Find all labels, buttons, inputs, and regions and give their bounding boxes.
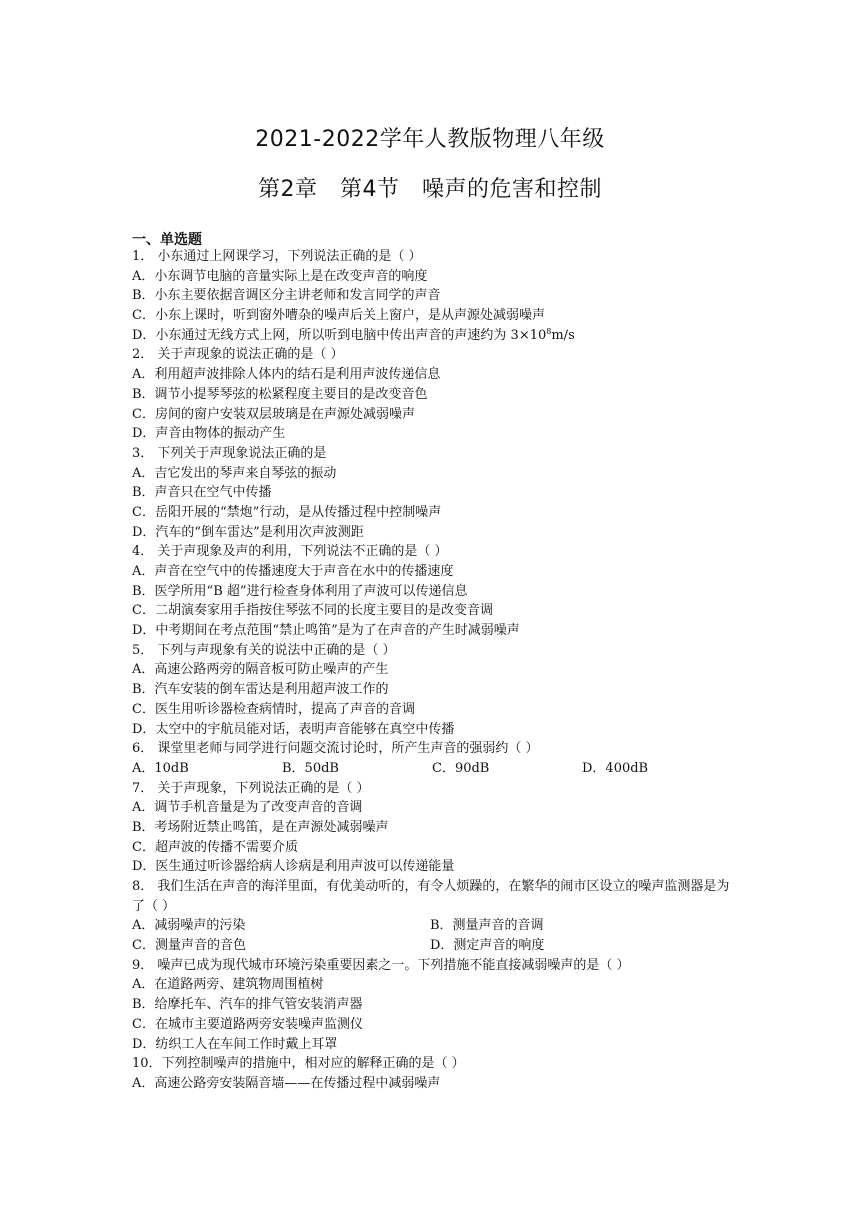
option-c: C．90dB [432,760,490,776]
option-d: D．纺织工人在车间工作时戴上耳罩 [132,1036,338,1052]
question-stem: 4． 关于声现象及声的利用，下列说法不正确的是（ ） [132,544,448,560]
option-c: C．房间的窗户安装双层玻璃是在声源处减弱噪声 [132,406,415,422]
option-a: A．高速公路旁安装隔音墙——在传播过程中减弱噪声 [132,1075,441,1091]
option-c: C．测量声音的音色 [132,938,246,954]
option-d: D．测定声音的响度 [430,938,545,954]
option-b: B．汽车安装的倒车雷达是利用超声波工作的 [132,682,389,698]
option-a: A．调节手机音量是为了改变声音的音调 [132,800,363,816]
exponent: 8 [546,326,552,336]
question-stem: 3． 下列关于声现象说法正确的是 [132,445,327,461]
option-d-text: D．小东通过无线方式上网，所以听到电脑中传出声音的声速约为 3×10 [132,327,547,343]
section-heading: 一、单选题 [132,232,202,248]
options-row [132,916,732,936]
document-title: 2021-2022学年人教版物理八年级 [255,127,605,152]
question-list [132,247,732,1094]
option-b: B．声音只在空气中传播 [132,485,272,501]
question-stem: 9． 噪声已成为现代城市环境污染重要因素之一。下列措施不能直接减弱噪声的是（ ） [132,957,630,973]
option-d: D．医生通过听诊器给病人诊病是利用声波可以传递能量 [132,859,455,875]
option-a: A．在道路两旁、建筑物周围植树 [132,977,324,993]
option-a: A．10dB [132,760,189,776]
option-a: A．吉它发出的琴声来自琴弦的振动 [132,465,337,481]
option-b: B．测量声音的音调 [430,918,544,934]
option-b: B．考场附近禁止鸣笛，是在声源处减弱噪声 [132,819,389,835]
option-a: A．高速公路两旁的隔音板可防止噪声的产生 [132,662,389,678]
option-a: A．减弱噪声的污染 [132,918,246,934]
option-d: D．汽车的“倒车雷达”是利用次声波测距 [132,524,364,540]
question-stem: 2． 关于声现象的说法正确的是（ ） [132,347,344,363]
option-c: C．小东上课时，听到窗外嘈杂的噪声后关上窗户，是从声源处减弱噪声 [132,308,545,324]
option-d: D．太空中的宇航员能对话，表明声音能够在真空中传播 [132,721,455,737]
options-row [132,936,732,956]
option-d: D．中考期间在考点范围“禁止鸣笛”是为了在声音的产生时减弱噪声 [132,623,520,639]
option-b: B．给摩托车、汽车的排气管安装消声器 [132,997,363,1013]
options-row [132,759,732,779]
option-c: C．在城市主要道路两旁安装噪声监测仪 [132,1016,363,1032]
question-stem: 6． 课堂里老师与同学进行问题交流讨论时，所产生声音的强弱约（ ） [132,741,539,757]
option-d: D．400dB [582,760,649,776]
chapter-title: 第2章 第4节 噪声的危害和控制 [258,177,602,202]
question-stem: 5． 下列与声现象有关的说法中正确的是（ ） [132,642,396,658]
question-stem: 1． 小东通过上网课学习，下列说法正确的是（ ） [132,249,422,264]
option-a: A．声音在空气中的传播速度大于声音在水中的传播速度 [132,564,454,579]
option-c: C．岳阳开展的“禁炮”行动，是从传播过程中控制噪声 [132,504,442,520]
option-b: B．50dB [282,760,339,776]
option-b: B．调节小提琴琴弦的松紧程度主要目的是改变音色 [132,386,428,402]
option-b: B．医学所用“B 超”进行检查身体利用了声波可以传递信息 [132,583,468,599]
option-d: D．声音由物体的振动产生 [132,426,286,442]
option-c: C．二胡演奏家用手指按住琴弦不同的长度主要目的是改变音调 [132,603,493,619]
question-stem: 8． 我们生活在声音的海洋里面，有优美动听的，有令人烦躁的，在繁华的闹市区设立的噪声监测器是为了（ ） [132,879,730,914]
option-c: C．超声波的传播不需要介质 [132,839,298,855]
option-b: B．小东主要依据音调区分主讲老师和发言同学的声音 [132,288,441,304]
option-a: A．小东调节电脑的音量实际上是在改变声音的响度 [132,268,428,284]
question-stem: 7． 关于声现象，下列说法正确的是（ ） [132,780,370,796]
option-c: C．医生用听诊器检查病情时，提高了声音的音调 [132,701,415,717]
option-a: A．利用超声波排除人体内的结石是利用声波传递信息 [132,367,441,383]
unit: m/s [551,327,575,343]
option-d [132,326,732,346]
question-stem: 10．下列控制噪声的措施中，相对应的解释正确的是（ ） [132,1056,465,1072]
